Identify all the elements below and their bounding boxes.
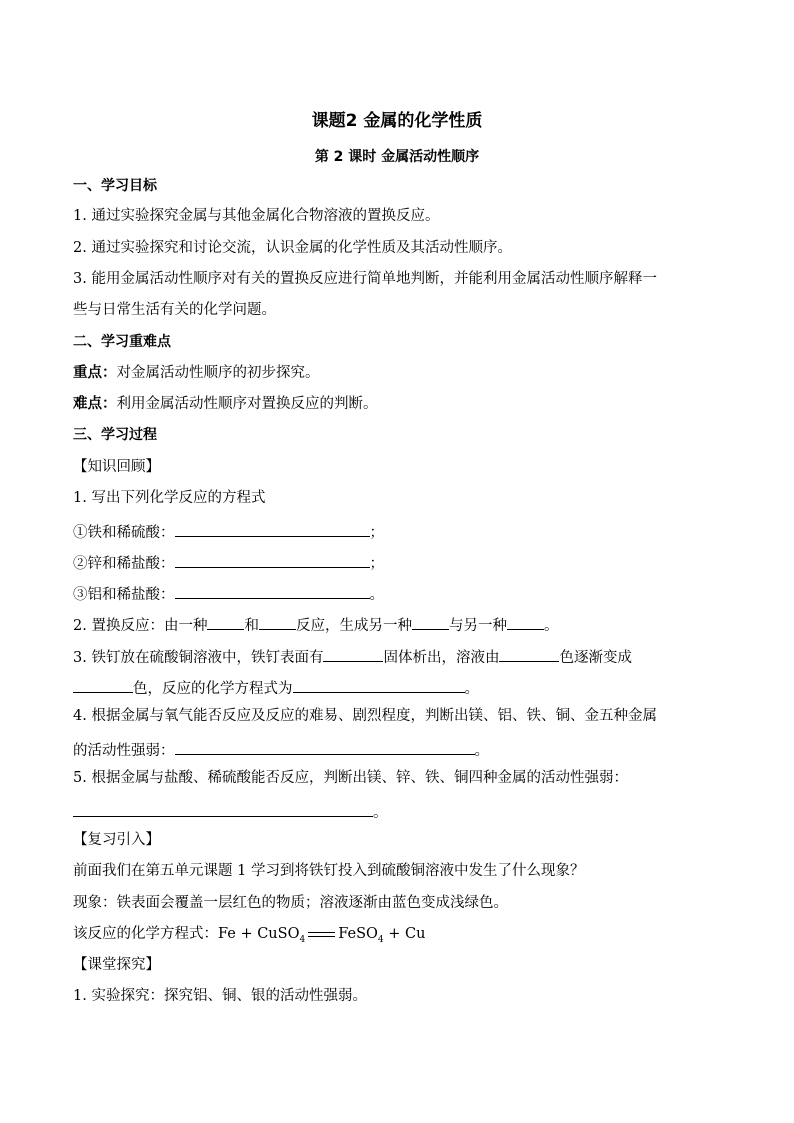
equation-product-cu: + Cu <box>383 926 426 942</box>
difficult-point-label: 难点： <box>73 395 117 412</box>
q4-part: 。 <box>474 743 489 759</box>
section-heading-process: 三、学习过程 <box>73 427 157 443</box>
answer-blank[interactable] <box>175 737 475 755</box>
key-point <box>73 363 320 383</box>
page-title: 课题2 金属的化学性质 <box>311 111 483 131</box>
difficult-point <box>73 394 378 414</box>
section-heading-objectives: 一、学习目标 <box>73 178 157 194</box>
intro-question: 前面我们在第五单元课题 1 学习到将铁钉投入到硫酸铜溶液中发生了什么现象？ <box>73 863 585 879</box>
lesson-subtitle: 第 2 课时 金属活动性顺序 <box>314 149 480 165</box>
q4-part: 的活动性强弱： <box>73 743 175 759</box>
objective-1: 1. 通过实验探究金属与其他金属化合物溶液的置换反应。 <box>73 208 440 224</box>
answer-blank[interactable] <box>293 675 465 693</box>
objective-3: 3. 能用金属活动性顺序对有关的置换反应进行简单地判断，并能利用金属活动性顺序解释一 <box>73 271 657 287</box>
q2-part: 。 <box>543 618 559 634</box>
objective-2: 2. 通过实验探究和讨论交流，认识金属的化学性质及其活动性顺序。 <box>73 240 512 256</box>
question-1a <box>73 519 384 543</box>
equation-reactants: Fe + CuSO <box>218 926 300 942</box>
question-1b-text: ②锌和稀盐酸： <box>73 556 175 572</box>
key-point-label: 重点： <box>73 364 117 381</box>
question-1a-text: ①铁和稀硫酸： <box>73 525 175 541</box>
q3-part: 色逐渐变成 <box>559 650 632 666</box>
punct: 。 <box>369 587 384 603</box>
explore-item-1: 1. 实验探究：探究铝、铜、银的活动性强弱。 <box>73 988 367 1004</box>
answer-blank[interactable] <box>323 644 383 662</box>
answer-blank[interactable] <box>175 519 370 537</box>
answer-blank[interactable] <box>507 612 544 630</box>
q3-part: 色，反应的化学方程式为 <box>133 681 293 697</box>
equation-label: 该反应的化学方程式： <box>73 926 218 942</box>
answer-blank[interactable] <box>73 675 133 693</box>
q3-part: 。 <box>464 681 479 697</box>
review-heading: 【知识回顾】 <box>73 459 160 475</box>
key-point-text: 对金属活动性顺序的初步探究。 <box>116 365 320 381</box>
section-heading-key-points: 二、学习重难点 <box>73 334 171 350</box>
question-1: 1. 写出下列化学反应的方程式 <box>73 490 266 506</box>
explore-heading: 【课堂探究】 <box>73 957 160 973</box>
q5-part: 。 <box>373 805 388 821</box>
q3-part: 3. 铁钉放在硫酸铜溶液中，铁钉表面有 <box>73 650 324 666</box>
answer-blank[interactable] <box>175 550 370 568</box>
punct: ； <box>369 556 384 572</box>
answer-blank[interactable] <box>207 612 244 630</box>
question-1c <box>73 581 384 605</box>
question-1c-text: ③铝和稀盐酸： <box>73 587 175 603</box>
punct: ； <box>369 525 384 541</box>
question-5-line-2 <box>73 799 388 823</box>
answer-blank[interactable] <box>73 799 373 817</box>
answer-blank[interactable] <box>175 581 370 599</box>
question-3-line-1 <box>73 644 632 668</box>
intro-heading: 【复习引入】 <box>73 832 160 848</box>
question-3-line-2 <box>73 675 479 699</box>
question-2 <box>73 612 558 636</box>
q2-part: 2. 置换反应：由一种 <box>73 618 208 634</box>
question-5-line-1: 5. 根据金属与盐酸、稀硫酸能否反应，判断出镁、锌、铁、铜四种金属的活动性强弱： <box>73 770 628 786</box>
difficult-point-text: 利用金属活动性顺序对置换反应的判断。 <box>116 396 378 412</box>
q2-part: 和 <box>244 618 259 634</box>
objective-3-cont: 些与日常生活有关的化学问题。 <box>73 302 276 318</box>
subscript: 4 <box>377 934 384 945</box>
phenomenon-text: 现象：铁表面会覆盖一层红色的物质；溶液逐渐由蓝色变成浅绿色。 <box>73 895 508 911</box>
subscript: 4 <box>299 934 306 945</box>
question-4-line-2 <box>73 737 489 761</box>
q2-part: 反应，生成另一种 <box>295 618 412 634</box>
answer-blank[interactable] <box>412 612 449 630</box>
equation-product: FeSO <box>338 926 378 942</box>
equation-line <box>73 924 425 944</box>
question-4-line-1: 4. 根据金属与氧气能否反应及反应的难易、剧烈程度，判断出镁、铝、铁、铜、金五种金属 <box>73 708 657 724</box>
question-1b <box>73 550 384 574</box>
equals-sign <box>308 932 335 937</box>
q3-part: 固体析出，溶液由 <box>383 650 500 666</box>
q2-part: 与另一种 <box>448 618 507 634</box>
answer-blank[interactable] <box>499 644 559 662</box>
answer-blank[interactable] <box>259 612 296 630</box>
